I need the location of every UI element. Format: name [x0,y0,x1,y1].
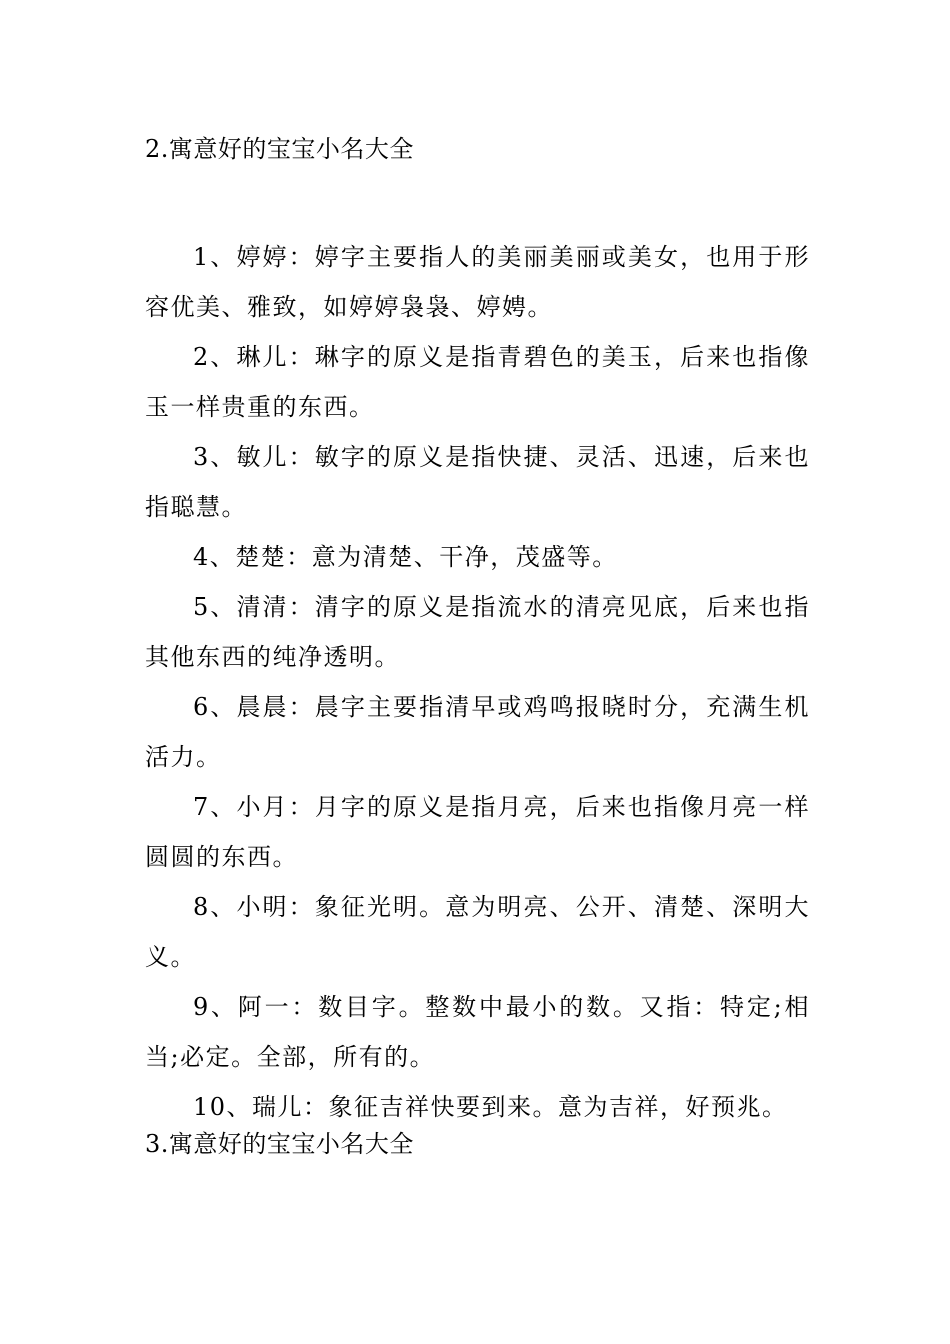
list-item: 2、琳儿：琳字的原义是指青碧色的美玉，后来也指像玉一样贵重的东西。 [145,343,810,421]
list-item: 1、婷婷：婷字主要指人的美丽美丽或美女，也用于形容优美、雅致，如婷婷袅袅、婷娉。 [145,243,810,321]
list-item: 10、瑞儿：象征吉祥快要到来。意为吉祥，好预兆。 [193,1093,788,1121]
list-item: 6、晨晨：晨字主要指清早或鸡鸣报晓时分，充满生机活力。 [145,693,810,771]
section-heading: 3.寓意好的宝宝小名大全 [145,1130,414,1158]
list-item: 5、清清：清字的原义是指流水的清亮见底，后来也指其他东西的纯净透明。 [145,593,810,671]
list-item: 9、阿一：数目字。整数中最小的数。又指：特定;相当;必定。全部，所有的。 [145,993,810,1071]
list-item: 3、敏儿：敏字的原义是指快捷、灵活、迅速，后来也指聪慧。 [145,443,810,521]
list-item: 8、小明：象征光明。意为明亮、公开、清楚、深明大义。 [145,893,810,971]
name-list [145,232,810,1132]
section-heading: 2.寓意好的宝宝小名大全 [145,135,414,163]
list-item: 7、小月：月字的原义是指月亮，后来也指像月亮一样圆圆的东西。 [145,793,810,871]
list-item: 4、楚楚：意为清楚、干净，茂盛等。 [193,543,618,571]
